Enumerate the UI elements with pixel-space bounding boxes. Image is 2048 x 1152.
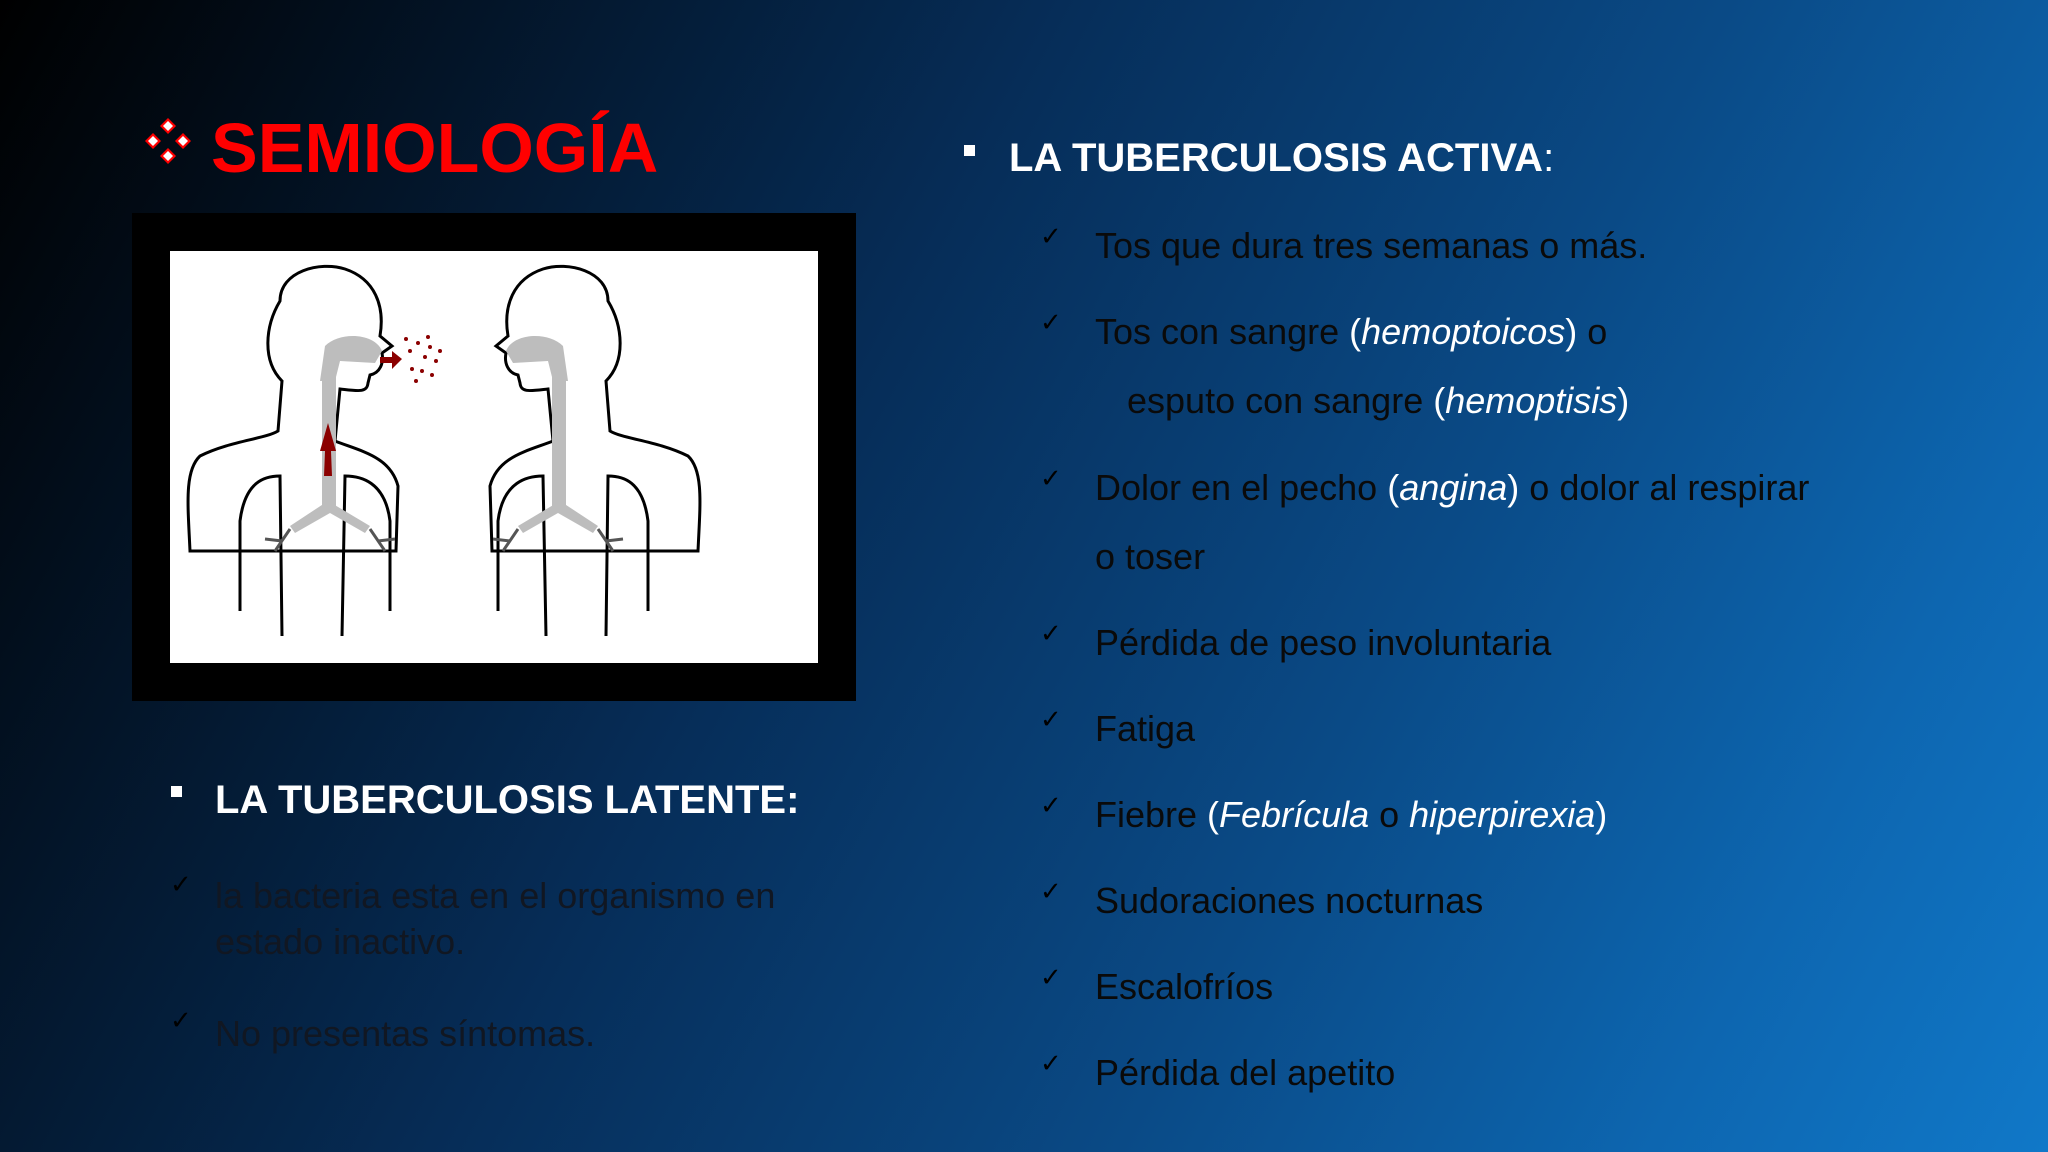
check-icon: ✓	[1040, 963, 1062, 993]
active-item-weight: Pérdida de peso involuntaria	[1095, 622, 1552, 663]
active-item-fatigue: Fatiga	[1095, 708, 1196, 749]
latent-item-1-line2: estado inactivo.	[215, 921, 466, 962]
active-item-appetite: Pérdida del apetito	[1095, 1052, 1396, 1093]
slide-title-group	[143, 108, 658, 188]
active-item-sputum: esputo con sangre (hemoptisis)	[1127, 380, 1630, 421]
check-icon: ✓	[1040, 308, 1062, 338]
check-icon: ✓	[170, 870, 192, 900]
latent-item-1-line1: la bacteria esta en el organismo en	[215, 875, 776, 916]
active-item-pain-line2: o toser	[1095, 536, 1206, 577]
check-icon: ✓	[1040, 222, 1062, 252]
check-icon: ✓	[1040, 791, 1062, 821]
check-icon: ✓	[1040, 705, 1062, 735]
latent-heading-bullet	[171, 786, 182, 797]
active-item-fever: Fiebre (Febrícula o hiperpirexia)	[1095, 794, 1608, 835]
active-item-chills: Escalofríos	[1095, 966, 1274, 1007]
latent-heading: LA TUBERCULOSIS LATENTE:	[215, 778, 800, 822]
active-item-cough: Tos que dura tres semanas o más.	[1095, 225, 1648, 266]
check-icon: ✓	[1040, 1049, 1062, 1079]
check-icon: ✓	[1040, 877, 1062, 907]
illustration-frame	[132, 213, 856, 701]
active-item-blood: Tos con sangre (hemoptoicos) o	[1095, 311, 1608, 352]
diamond-quad-bullet-icon	[143, 116, 193, 166]
check-icon: ✓	[170, 1006, 192, 1036]
active-heading-bullet	[964, 145, 975, 156]
active-item-sweats: Sudoraciones nocturnas	[1095, 880, 1484, 921]
latent-item-2: No presentas síntomas.	[215, 1013, 596, 1054]
slide-title: SEMIOLOGÍA	[211, 109, 659, 187]
check-icon: ✓	[1040, 464, 1062, 494]
check-icon: ✓	[1040, 619, 1062, 649]
active-item-pain: Dolor en el pecho (angina) o dolor al respirar	[1095, 467, 1810, 508]
illustration-panel	[170, 251, 818, 663]
active-heading: LA TUBERCULOSIS ACTIVA:	[1009, 136, 1555, 180]
tb-transmission-illustration-icon	[170, 251, 818, 663]
